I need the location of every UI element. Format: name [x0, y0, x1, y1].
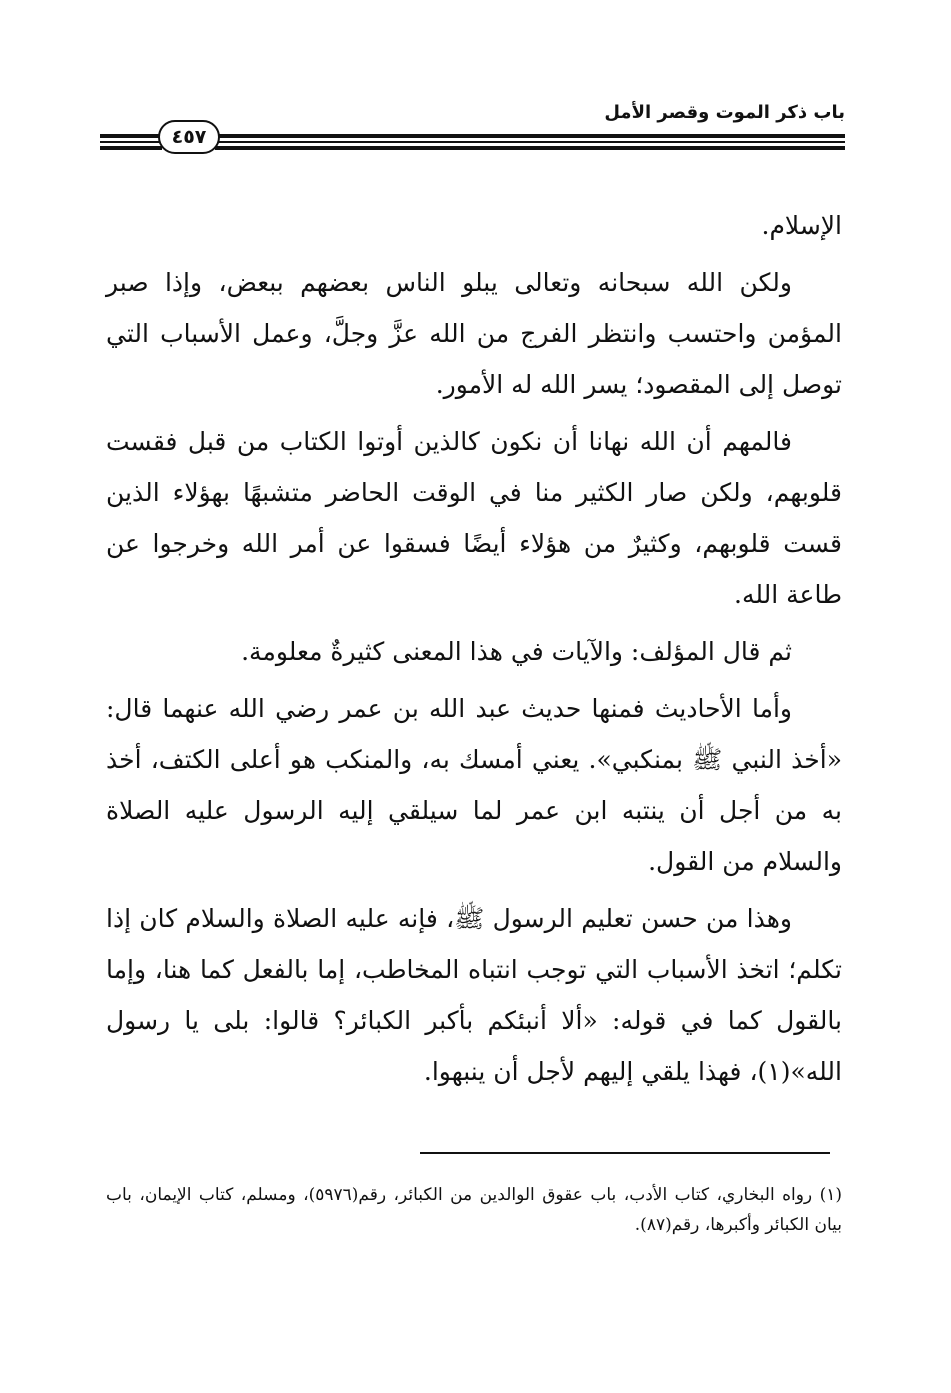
- running-header: [100, 100, 845, 160]
- paragraph: ثم قال المؤلف: والآيات في هذا المعنى كثيرةٌ معلومة.: [241, 637, 792, 666]
- paragraph: ولكن الله سبحانه وتعالى يبلو الناس بعضهم ببعض، وإذا صبر المؤمن واحتسب وانتظر الفرج من الله عزَّ وجلَّ، وعمل الأسباب التي توصل إلى المقصود؛ يسر الله له الأمور.: [106, 268, 842, 399]
- chapter-title: باب ذكر الموت وقصر الأمل: [604, 102, 845, 123]
- paragraph: وأما الأحاديث فمنها حديث عبد الله بن عمر رضي الله عنهما قال: «أخذ النبي ﷺ بمنكبي». يعني أمسك به، والمنكب هو أعلى الكتف، أخذ به من أجل أن ينتبه ابن عمر لما سيلقي إليه الرسول عليه الصلاة والسلام من القول.: [106, 694, 842, 876]
- footnotes: [106, 1180, 842, 1240]
- paragraph: فالمهم أن الله نهانا أن نكون كالذين أوتوا الكتاب من قبل فقست قلوبهم، ولكن صار الكثير منا في الوقت الحاضر متشبهًا بهؤلاء الذين قست قلوبهم، وكثيرٌ من هؤلاء أيضًا فسقوا عن أمر الله وخرجوا عن طاعة الله.: [106, 427, 842, 609]
- paragraph: وهذا من حسن تعليم الرسول ﷺ، فإنه عليه الصلاة والسلام كان إذا تكلم؛ اتخذ الأسباب التي توجب انتباه المخاطب، إما بالفعل كما هنا، وإما بالقول كما في قوله: «ألا أنبئكم بأكبر الكبائر؟ قالوا: بلى يا رسول الله»(١)، فهذا يلقي إليهم لأجل أن ينبهوا.: [106, 904, 842, 1086]
- paragraph: الإسلام.: [761, 211, 842, 240]
- body-text: [106, 200, 842, 1103]
- footnote-separator: [420, 1152, 830, 1154]
- page-number-frame: [158, 120, 220, 154]
- footnote: (١) رواه البخاري، كتاب الأدب، باب عقوق الوالدين من الكبائر، رقم(٥٩٧٦)، ومسلم، كتاب الإيمان، باب بيان الكبائر وأكبرها، رقم(٨٧).: [106, 1185, 842, 1235]
- header-rule-right: [215, 134, 845, 153]
- header-rule-left: [100, 134, 162, 153]
- page-number: ٤٥٧: [171, 126, 207, 148]
